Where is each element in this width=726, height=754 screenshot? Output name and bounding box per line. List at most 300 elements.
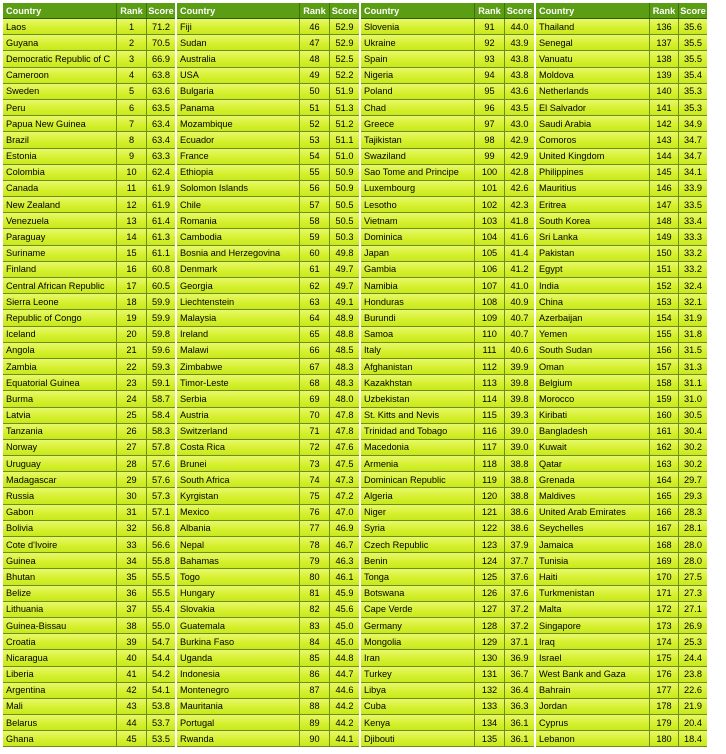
rank-cell: 177 [650,683,679,698]
country-cell: Sudan [177,35,300,50]
table-row [3,699,175,715]
score-cell: 22.6 [684,685,702,696]
rank-cell: 126 [475,586,505,601]
country-cell: Trinidad and Tobago [361,424,475,439]
table-row [361,521,534,537]
table-row [177,149,359,165]
table-row [361,51,534,67]
rank-cell: 20 [117,327,147,342]
score-cell: 42.9 [510,134,529,145]
country-cell: Syria [361,521,475,536]
country-cell: Nicaragua [3,650,117,665]
country-cell: Rwanda [177,731,300,746]
country-cell: Belarus [3,715,117,730]
country-cell: Nepal [177,537,300,552]
table-row [177,310,359,326]
rank-cell: 2 [117,35,147,50]
country-cell: Gambia [361,262,475,277]
table-row [536,375,707,391]
score-cell: 55.5 [152,588,170,599]
score-cell: 51.3 [335,102,354,113]
rank-cell: 101 [475,181,505,196]
rank-cell: 100 [475,165,505,180]
rank-cell: 32 [117,521,147,536]
country-cell: Malaysia [177,310,300,325]
table-row [536,132,707,148]
country-cell: Tanzania [3,424,117,439]
header-rank: Rank [475,3,505,18]
table-row [361,408,534,424]
country-cell: Vanuatu [536,51,650,66]
score-cell: 49.1 [335,296,354,307]
rank-cell: 161 [650,424,679,439]
score-cell: 36.7 [510,669,529,680]
score-cell: 42.3 [510,199,529,210]
table-row [177,521,359,537]
rank-cell: 69 [300,391,330,406]
table-row [177,68,359,84]
rank-cell: 149 [650,229,679,244]
score-cell: 58.3 [152,426,170,437]
rank-cell: 135 [475,731,505,746]
country-cell: Oman [536,359,650,374]
rank-cell: 93 [475,51,505,66]
table-row [177,650,359,666]
rank-cell: 128 [475,618,505,633]
country-cell: Thailand [536,19,650,34]
score-cell: 63.6 [152,86,170,97]
table-row [3,731,175,747]
table-row [177,213,359,229]
score-cell: 42.8 [510,167,529,178]
score-cell: 37.7 [510,555,529,566]
score-cell: 37.2 [510,620,529,631]
table-row [3,521,175,537]
country-cell: Peru [3,100,117,115]
score-cell: 43.5 [510,102,529,113]
table-row [361,424,534,440]
rank-cell: 10 [117,165,147,180]
rank-cell: 88 [300,699,330,714]
score-cell: 40.7 [510,312,529,323]
score-cell: 33.2 [684,264,702,275]
table-row [177,35,359,51]
header-row [3,3,175,19]
country-cell: Lithuania [3,602,117,617]
table-row [536,408,707,424]
country-cell: Iceland [3,327,117,342]
table-row [536,343,707,359]
score-cell: 41.4 [510,248,529,259]
header-country: Country [361,3,475,18]
score-cell: 47.6 [335,442,354,453]
rank-cell: 150 [650,246,679,261]
table-row [3,537,175,553]
country-cell: Papua New Guinea [3,116,117,131]
country-cell: France [177,149,300,164]
score-cell: 46.1 [335,571,354,582]
country-cell: Kazakhstan [361,375,475,390]
country-cell: Kuwait [536,440,650,455]
table-row [177,229,359,245]
table-row [536,165,707,181]
score-cell: 56.6 [152,539,170,550]
country-cell: Finland [3,262,117,277]
table-row [3,667,175,683]
rank-cell: 22 [117,359,147,374]
table-row [3,505,175,521]
rank-cell: 3 [117,51,147,66]
score-cell: 50.9 [335,167,354,178]
rank-cell: 173 [650,618,679,633]
country-cell: Indonesia [177,667,300,682]
country-cell: Argentina [3,683,117,698]
country-cell: Norway [3,440,117,455]
score-cell: 37.9 [510,539,529,550]
table-row [3,359,175,375]
score-cell: 61.9 [152,199,170,210]
score-cell: 38.6 [510,523,529,534]
score-cell: 31.1 [684,377,702,388]
country-cell: Albania [177,521,300,536]
table-row [3,618,175,634]
score-cell: 37.2 [510,604,529,615]
score-cell: 53.5 [152,733,170,744]
rank-cell: 133 [475,699,505,714]
table-row [177,197,359,213]
rank-cell: 143 [650,132,679,147]
table-row [3,650,175,666]
table-row [177,553,359,569]
score-cell: 44.0 [510,21,529,32]
score-cell: 37.6 [510,571,529,582]
table-row [177,699,359,715]
table-row [3,84,175,100]
score-cell: 50.3 [335,232,354,243]
table-row [536,440,707,456]
table-row [177,537,359,553]
country-cell: Republic of Congo [3,310,117,325]
score-cell: 55.0 [152,620,170,631]
score-cell: 43.0 [510,118,529,129]
country-cell: Australia [177,51,300,66]
score-cell: 36.4 [510,685,529,696]
table-row [177,408,359,424]
table-column-group-2 [177,3,361,751]
rank-cell: 130 [475,650,505,665]
table-row [361,553,534,569]
header-score: Score [506,5,533,16]
rank-cell: 99 [475,149,505,164]
rank-cell: 47 [300,35,330,50]
rank-cell: 42 [117,683,147,698]
rank-cell: 68 [300,375,330,390]
score-cell: 52.2 [335,70,354,81]
table-row [536,521,707,537]
table-row [361,391,534,407]
rank-cell: 61 [300,262,330,277]
country-cell: Romania [177,213,300,228]
rank-cell: 109 [475,310,505,325]
country-cell: Burma [3,391,117,406]
rank-cell: 162 [650,440,679,455]
country-cell: Laos [3,19,117,34]
score-cell: 46.3 [335,555,354,566]
country-cell: South Sudan [536,343,650,358]
table-row [536,310,707,326]
rank-cell: 124 [475,553,505,568]
header-row [177,3,359,19]
table-row [361,197,534,213]
rank-cell: 12 [117,197,147,212]
rank-cell: 55 [300,165,330,180]
rank-cell: 157 [650,359,679,374]
country-cell: Slovenia [361,19,475,34]
score-cell: 61.4 [152,215,170,226]
country-cell: Pakistan [536,246,650,261]
score-cell: 34.7 [684,151,702,162]
table-row [536,715,707,731]
score-cell: 48.9 [335,312,354,323]
table-row [177,116,359,132]
table-row [536,456,707,472]
score-cell: 52.9 [335,37,354,48]
rank-cell: 75 [300,488,330,503]
table-row [177,359,359,375]
table-row [177,84,359,100]
country-cell: Cape Verde [361,602,475,617]
rank-cell: 138 [650,51,679,66]
rank-cell: 71 [300,424,330,439]
country-cell: Kiribati [536,408,650,423]
country-cell: Uganda [177,650,300,665]
rank-cell: 41 [117,667,147,682]
score-cell: 48.5 [335,345,354,356]
table-row [536,569,707,585]
score-cell: 44.7 [335,669,354,680]
table-row [361,165,534,181]
country-cell: Benin [361,553,475,568]
table-row [361,667,534,683]
rank-cell: 39 [117,634,147,649]
country-cell: Armenia [361,456,475,471]
score-cell: 40.7 [510,329,529,340]
table-row [3,488,175,504]
score-cell: 51.1 [335,134,354,145]
country-cell: Ghana [3,731,117,746]
table-row [536,100,707,116]
score-cell: 52.5 [335,53,354,64]
score-cell: 33.5 [684,199,702,210]
score-cell: 45.0 [335,620,354,631]
score-cell: 39.0 [510,426,529,437]
rank-cell: 19 [117,310,147,325]
rank-cell: 94 [475,68,505,83]
table-row [361,262,534,278]
country-cell: Italy [361,343,475,358]
score-cell: 54.4 [152,652,170,663]
rank-cell: 144 [650,149,679,164]
country-cell: Serbia [177,391,300,406]
score-cell: 28.1 [684,523,702,534]
table-row [536,19,707,35]
country-cell: Turkmenistan [536,586,650,601]
rank-cell: 24 [117,391,147,406]
score-cell: 57.8 [152,442,170,453]
table-row [361,602,534,618]
table-row [177,667,359,683]
score-cell: 32.1 [684,296,702,307]
rank-cell: 89 [300,715,330,730]
score-cell: 59.8 [152,329,170,340]
country-cell: Hungary [177,586,300,601]
score-cell: 41.0 [510,280,529,291]
rank-cell: 175 [650,650,679,665]
rank-cell: 51 [300,100,330,115]
score-cell: 28.3 [684,507,702,518]
country-cell: Bosnia and Herzegovina [177,246,300,261]
header-score: Score [148,5,174,16]
table-row [177,343,359,359]
score-cell: 51.9 [335,86,354,97]
rank-cell: 57 [300,197,330,212]
country-cell: St. Kitts and Nevis [361,408,475,423]
country-cell: Comoros [536,132,650,147]
country-cell: Netherlands [536,84,650,99]
table-row [361,634,534,650]
country-cell: Moldova [536,68,650,83]
country-cell: Ecuador [177,132,300,147]
header-row [361,3,534,19]
country-cell: Kenya [361,715,475,730]
country-cell: Japan [361,246,475,261]
country-cell: Dominica [361,229,475,244]
score-cell: 35.3 [684,86,702,97]
table-row [536,424,707,440]
rank-cell: 148 [650,213,679,228]
rank-cell: 165 [650,488,679,503]
score-cell: 48.8 [335,329,354,340]
table-row [3,569,175,585]
header-score: Score [331,5,358,16]
rank-cell: 163 [650,456,679,471]
country-cell: Venezuela [3,213,117,228]
rank-cell: 122 [475,521,505,536]
country-cell: Bulgaria [177,84,300,99]
rank-cell: 104 [475,229,505,244]
header-country: Country [3,3,117,18]
score-cell: 45.6 [335,604,354,615]
rank-cell: 9 [117,149,147,164]
table-row [3,715,175,731]
score-cell: 30.2 [684,458,702,469]
rank-cell: 59 [300,229,330,244]
country-cell: Portugal [177,715,300,730]
table-row [536,116,707,132]
table-row [177,100,359,116]
table-row [536,602,707,618]
rank-cell: 171 [650,586,679,601]
table-row [3,683,175,699]
table-row [536,618,707,634]
rank-cell: 16 [117,262,147,277]
table-row [3,213,175,229]
country-cell: Malta [536,602,650,617]
rank-cell: 33 [117,537,147,552]
rank-cell: 60 [300,246,330,261]
rank-cell: 26 [117,424,147,439]
country-cell: El Salvador [536,100,650,115]
country-cell: Macedonia [361,440,475,455]
country-cell: Guatemala [177,618,300,633]
rank-cell: 134 [475,715,505,730]
rank-cell: 108 [475,294,505,309]
score-cell: 53.8 [152,701,170,712]
score-cell: 45.9 [335,588,354,599]
header-rank: Rank [300,3,330,18]
table-row [536,246,707,262]
country-cell: Lebanon [536,731,650,746]
header-score: Score [680,5,706,16]
country-cell: Mongolia [361,634,475,649]
rank-cell: 7 [117,116,147,131]
country-cell: Gabon [3,505,117,520]
table-row [177,375,359,391]
rank-cell: 63 [300,294,330,309]
table-row [177,165,359,181]
table-row [361,375,534,391]
score-cell: 28.0 [684,555,702,566]
rank-cell: 129 [475,634,505,649]
score-cell: 47.2 [335,491,354,502]
score-cell: 20.4 [684,717,702,728]
table-row [536,553,707,569]
country-cell: New Zealand [3,197,117,212]
table-row [3,116,175,132]
country-cell: Croatia [3,634,117,649]
table-row [177,731,359,747]
rank-cell: 83 [300,618,330,633]
rank-cell: 6 [117,100,147,115]
rank-cell: 111 [475,343,505,358]
rank-cell: 74 [300,472,330,487]
rank-cell: 1 [117,19,147,34]
score-cell: 33.3 [684,232,702,243]
rank-cell: 18 [117,294,147,309]
score-cell: 49.7 [335,264,354,275]
country-cell: China [536,294,650,309]
score-cell: 37.1 [510,636,529,647]
rank-cell: 151 [650,262,679,277]
score-cell: 63.3 [152,151,170,162]
country-cell: Eritrea [536,197,650,212]
table-row [177,246,359,262]
table-row [536,667,707,683]
table-row [361,586,534,602]
rank-cell: 73 [300,456,330,471]
table-row [177,391,359,407]
table-row [3,68,175,84]
score-cell: 50.5 [335,199,354,210]
rank-cell: 155 [650,327,679,342]
score-cell: 31.5 [684,345,702,356]
rank-cell: 8 [117,132,147,147]
country-cell: Honduras [361,294,475,309]
score-cell: 33.2 [684,248,702,259]
rank-cell: 5 [117,84,147,99]
score-cell: 49.8 [335,248,354,259]
table-row [361,132,534,148]
